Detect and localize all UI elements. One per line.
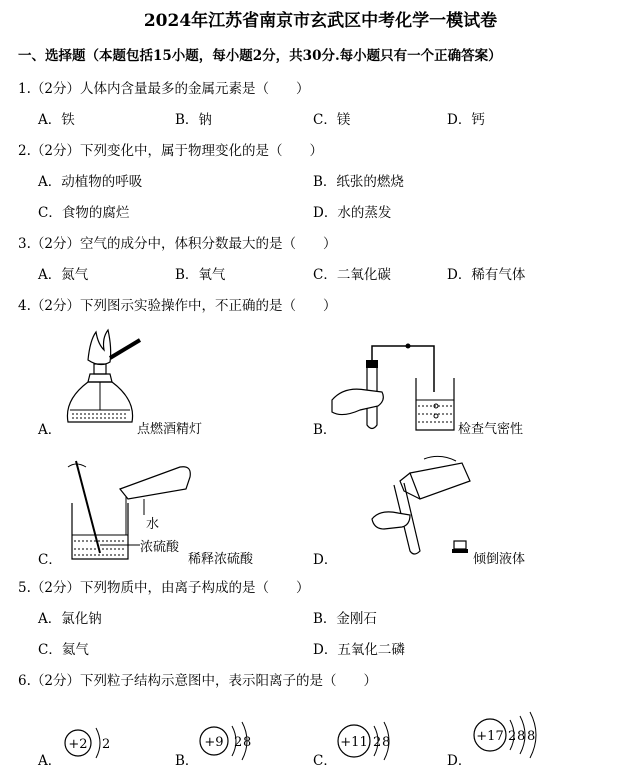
shell-a-1: 2 xyxy=(102,737,111,752)
q3-option-c[interactable]: C．二氧化碳 xyxy=(313,267,391,283)
shell-d-2: 8 xyxy=(517,729,526,744)
question-3-stem: 3.（2分）空气的成分中，体积分数最大的是（ ） xyxy=(18,236,337,252)
section-heading: 一、选择题（本题包括15小题，每小题2分，共30分.每小题只有一个正确答案） xyxy=(18,48,502,64)
question-2-stem: 2.（2分）下列变化中，属于物理变化的是（ ） xyxy=(18,143,323,159)
page-title: 2024年江苏省南京市玄武区中考化学一模试卷 xyxy=(143,11,498,31)
q5-option-a[interactable]: A．氯化钠 xyxy=(38,611,102,627)
q6-option-b[interactable]: B． xyxy=(175,753,199,769)
q5-option-c[interactable]: C．氦气 xyxy=(38,642,89,658)
label-water: 水 xyxy=(146,517,160,532)
q5-option-d[interactable]: D．五氧化二磷 xyxy=(313,642,405,658)
q6-option-d[interactable]: D． xyxy=(447,753,472,769)
shell-d-3: 8 xyxy=(527,729,536,744)
q4-option-b[interactable]: B． xyxy=(313,422,337,438)
q6-option-a[interactable]: A． xyxy=(38,753,62,769)
q6-option-c[interactable]: C． xyxy=(313,753,337,769)
q4-option-c[interactable]: C． xyxy=(38,552,62,568)
airtightness-check-illustration xyxy=(330,330,460,440)
question-5-stem: 5.（2分）下列物质中，由离子构成的是（ ） xyxy=(18,580,310,596)
atom-diagram-a xyxy=(62,720,122,766)
q4-caption-d: 倾倒液体 xyxy=(473,552,526,567)
nucleus-c: +11 xyxy=(340,735,368,750)
q4-caption-a: 点燃酒精灯 xyxy=(137,422,203,437)
question-1-stem: 1.（2分）人体内含量最多的金属元素是（ ） xyxy=(18,81,310,97)
q4-option-a[interactable]: A． xyxy=(38,422,62,438)
q1-option-c[interactable]: C．镁 xyxy=(313,112,351,128)
q4-caption-b: 检查气密性 xyxy=(458,422,524,437)
q5-option-b[interactable]: B．金刚石 xyxy=(313,611,377,627)
q1-option-a[interactable]: A．铁 xyxy=(38,112,75,128)
q2-option-d[interactable]: D．水的蒸发 xyxy=(313,205,392,221)
q3-option-a[interactable]: A．氮气 xyxy=(38,267,89,283)
atom-diagram-b xyxy=(196,716,276,766)
q1-option-d[interactable]: D．钙 xyxy=(447,112,485,128)
q3-option-b[interactable]: B．氧气 xyxy=(175,267,226,283)
q2-option-b[interactable]: B．纸张的燃烧 xyxy=(313,174,404,190)
question-4-stem: 4.（2分）下列图示实验操作中，不正确的是（ ） xyxy=(18,298,337,314)
q3-option-d[interactable]: D．稀有气体 xyxy=(447,267,526,283)
atom-diagram-d xyxy=(470,710,570,764)
q4-option-d[interactable]: D． xyxy=(313,552,338,568)
q1-option-b[interactable]: B．钠 xyxy=(175,112,212,128)
shell-b-2: 8 xyxy=(243,735,252,750)
q2-option-c[interactable]: C．食物的腐烂 xyxy=(38,205,130,221)
q4-caption-c: 稀释浓硫酸 xyxy=(188,552,254,567)
q2-option-a[interactable]: A．动植物的呼吸 xyxy=(38,174,143,190)
shell-c-1: 2 xyxy=(373,735,382,750)
atom-diagram-c xyxy=(334,716,414,766)
question-6-stem: 6.（2分）下列粒子结构示意图中，表示阳离子的是（ ） xyxy=(18,673,377,689)
label-concentrated-acid: 浓硫酸 xyxy=(140,540,180,555)
pour-liquid-illustration xyxy=(370,455,480,565)
shell-d-1: 2 xyxy=(508,729,517,744)
nucleus-a: +2 xyxy=(68,737,88,752)
nucleus-b: +9 xyxy=(204,735,224,750)
shell-c-2: 8 xyxy=(382,735,391,750)
shell-b-1: 2 xyxy=(234,735,243,750)
nucleus-d: +17 xyxy=(476,729,504,744)
